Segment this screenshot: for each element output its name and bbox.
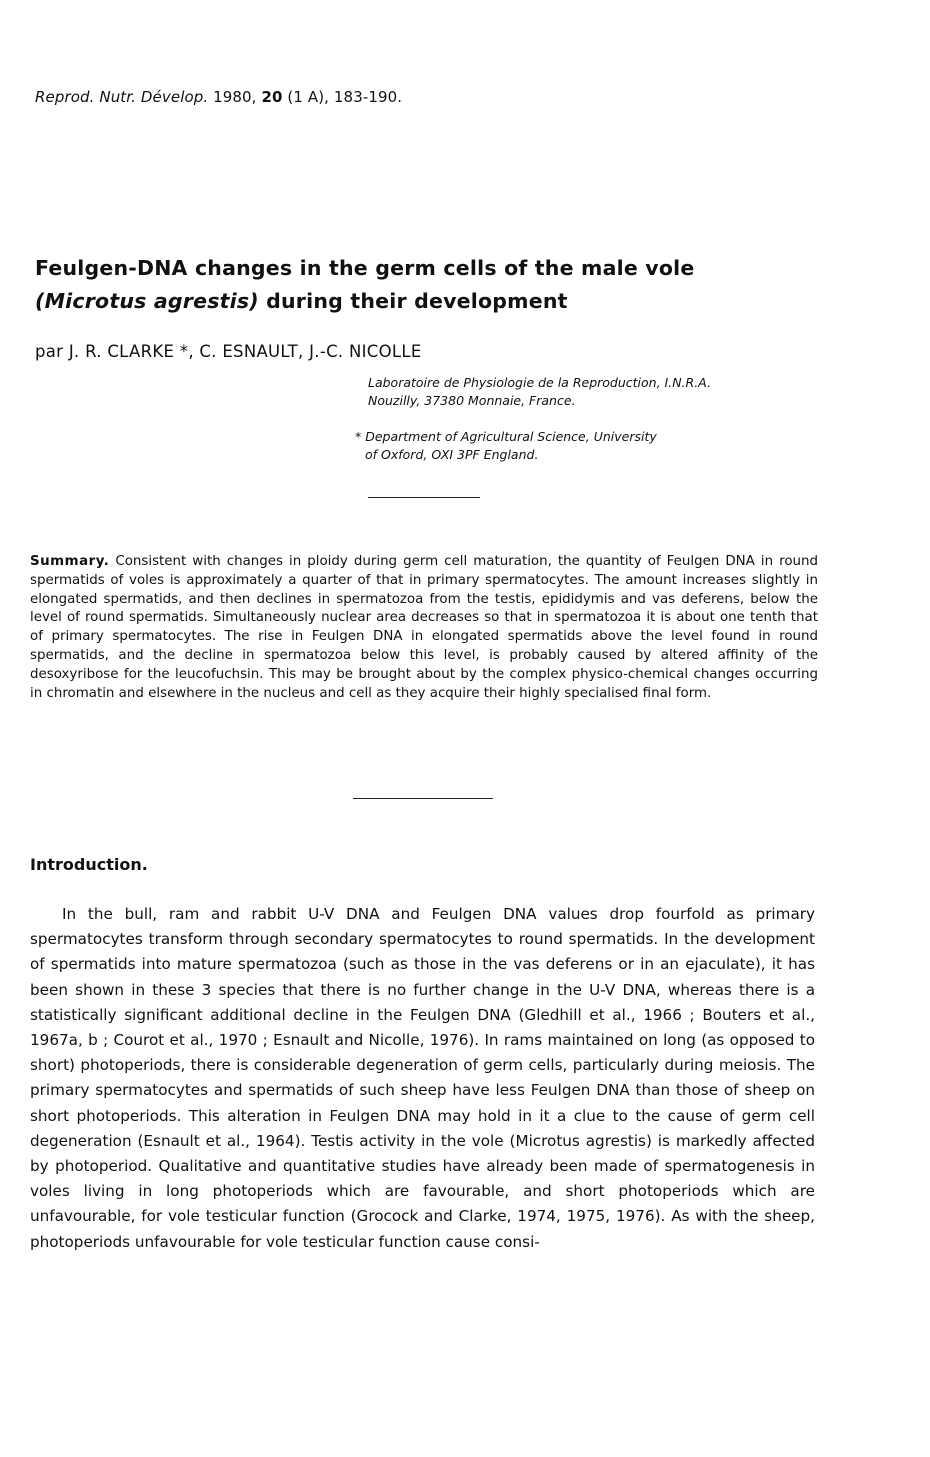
affiliation-oxford bbox=[355, 428, 835, 464]
introduction-body bbox=[30, 902, 815, 1255]
journal-name: Reprod. Nutr. Dévelop. bbox=[35, 88, 209, 106]
introduction-heading: Introduction. bbox=[30, 855, 148, 874]
journal-volume: 20 bbox=[261, 88, 283, 106]
summary-text: Consistent with changes in ploidy during germ cell maturation, the quantity of Feulgen DNA in round spermatids of voles is approximately a quarter of that in primary spermatocytes. The amount increases slightly in elongated spermatids, and then declines in spermatozoa from the testis, epididymis and vas deferens, below the level of round spermatids. Simultaneously nuclear area decreases so that in spermatozoa it is about one tenth that of primary spermatocytes. The rise in Feulgen DNA in elongated spermatids above the level found in round spermatids, and the decline in spermatozoa below this level, is probably caused by altered affinity of the desoxyribose for the leucofuchsin. This may be brought about by the complex physico-chemical changes occurring in chromatin and elsewhere in the nucleus and cell as they acquire their highly specialised final form. bbox=[30, 554, 818, 701]
affiliation-line: * Department of Agricultural Science, University bbox=[355, 429, 657, 444]
journal-year: 1980, bbox=[213, 88, 257, 106]
affiliation-line: of Oxford, OXI 3PF England. bbox=[365, 447, 539, 462]
journal-citation bbox=[35, 88, 402, 106]
summary-paragraph bbox=[30, 553, 818, 703]
title-line-2: during their development bbox=[266, 289, 568, 313]
introduction-paragraph: In the bull, ram and rabbit U-V DNA and Feulgen DNA values drop fourfold as primary spermatocytes transform through secondary spermatocytes to round spermatids. In the development of spermatids into mature spermatozoa (such as those in the vas deferens or in an ejaculate), it has been shown in these 3 species that there is no further change in the U-V DNA, whereas there is a statistically significant additional decline in the Feulgen DNA (Gledhill et al., 1966 ; Bouters et al., 1967a, b ; Courot et al., 1970 ; Esnault and Nicolle, 1976). In rams maintained on long (as opposed to short) photoperiods, there is considerable degeneration of germ cells, particularly during meiosis. The primary spermatocytes and spermatids of such sheep have less Feulgen DNA than those of sheep on short photoperiods. This alteration in Feulgen DNA may hold in it a clue to the cause of germ cell degeneration (Esnault et al., 1964). Testis activity in the vole (Microtus agrestis) is markedly affected by photoperiod. Qualitative and quantitative studies have already been made of spermatogenesis in voles living in long photoperiods which are favourable, and short photoperiods which are unfavourable, for vole testicular function (Grocock and Clarke, 1974, 1975, 1976). As with the sheep, photoperiods unfavourable for vole testicular function cause consi- bbox=[30, 905, 815, 1251]
summary-label: Summary. bbox=[30, 554, 110, 569]
title-species: (Microtus agrestis) bbox=[35, 289, 259, 313]
journal-issue-pages: (1 A), 183-190. bbox=[287, 88, 403, 106]
author-list: par J. R. CLARKE *, C. ESNAULT, J.-C. NICOLLE bbox=[35, 342, 422, 361]
separator-rule bbox=[353, 798, 493, 799]
affiliation-line: Laboratoire de Physiologie de la Reproduction, I.N.R.A. bbox=[368, 375, 711, 390]
affiliation-inra bbox=[368, 374, 848, 410]
affiliation-line: Nouzilly, 37380 Monnaie, France. bbox=[368, 393, 576, 408]
separator-rule bbox=[368, 497, 480, 498]
title-line-1: Feulgen-DNA changes in the germ cells of the male vole bbox=[35, 256, 695, 280]
article-title bbox=[35, 252, 895, 318]
